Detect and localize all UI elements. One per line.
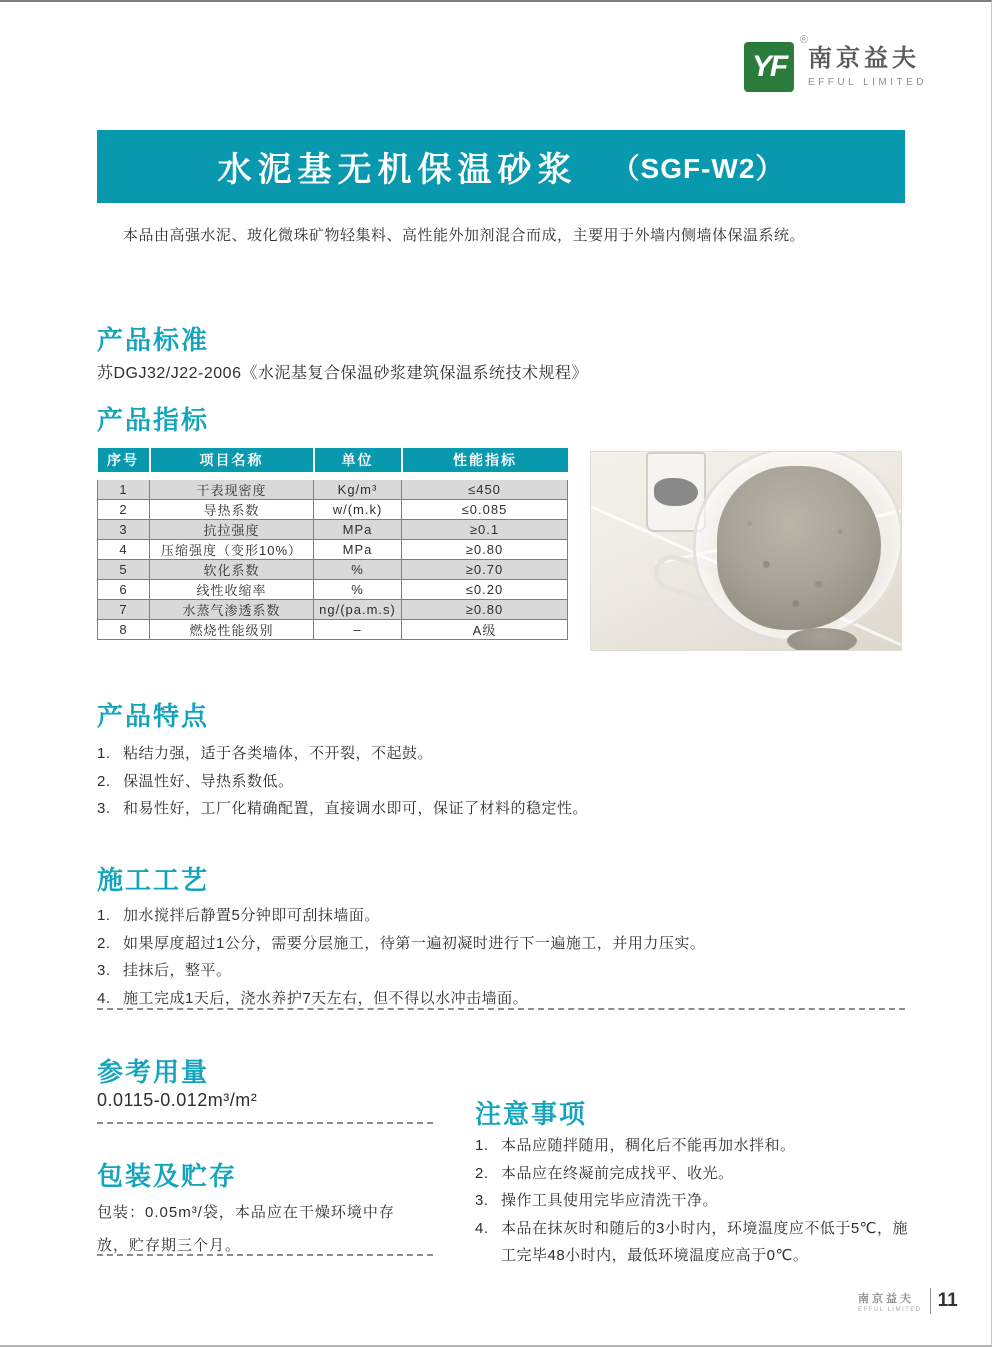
spec-table-row — [98, 600, 568, 620]
list-item-number: 4. — [97, 989, 111, 1007]
list-item — [97, 930, 857, 958]
list-item-number: 2. — [97, 772, 111, 790]
spec-table-header-cell: 单位 — [314, 448, 402, 476]
spec-table-cell: ≤0.085 — [402, 500, 568, 520]
list-item — [475, 1187, 910, 1215]
list-item — [475, 1160, 910, 1188]
spec-table-cell: ≥0.80 — [402, 540, 568, 560]
spec-table-cell: 干表现密度 — [150, 476, 314, 500]
list-item — [97, 795, 817, 823]
page-number: 11 — [937, 1290, 958, 1311]
footer-company-en: EFFUL LIMITED — [858, 1306, 922, 1313]
list-item-text: 操作工具使用完毕应清洗干净。 — [501, 1192, 719, 1209]
spec-table-row — [98, 500, 568, 520]
list-item-number: 2. — [475, 1164, 489, 1182]
list-item — [475, 1132, 910, 1160]
spec-table-cell: ≥0.70 — [402, 560, 568, 580]
company-name-cn: 南京益夫 — [808, 45, 920, 72]
list-item-text: 施工完成1天后，浇水养护7天左右，但不得以水冲击墙面。 — [123, 989, 529, 1007]
section-heading-features: 产品特点 — [97, 701, 210, 731]
product-photo — [590, 451, 902, 651]
spec-table-cell: Kg/m³ — [314, 476, 402, 500]
spec-table-row — [98, 476, 568, 500]
spec-table-header-row — [98, 448, 568, 476]
company-logo — [744, 34, 928, 92]
spec-table-cell: % — [314, 580, 402, 600]
spec-table-cell: 2 — [98, 500, 150, 520]
section-divider — [97, 1008, 905, 1010]
spec-table-wrap — [97, 448, 567, 640]
spec-table-row — [98, 560, 568, 580]
standard-text: 苏DGJ32/J22-2006《水泥基复合保温砂浆建筑保温系统技术规程》 — [97, 365, 588, 382]
spec-table-header-cell: 性能指标 — [402, 448, 568, 476]
section-heading-indicators: 产品指标 — [97, 405, 210, 435]
list-item-number: 2. — [97, 934, 111, 952]
spec-table-cell: MPa — [314, 540, 402, 560]
spec-table-cell: ≤0.20 — [402, 580, 568, 600]
spec-table-row — [98, 580, 568, 600]
list-item-number: 1. — [97, 907, 111, 924]
spec-table-cell: 导热系数 — [150, 500, 314, 520]
spec-table-cell: A级 — [402, 620, 568, 640]
spec-table-cell: 4 — [98, 540, 150, 560]
logo-text — [808, 42, 927, 88]
spec-table-cell: MPa — [314, 520, 402, 540]
list-item-text: 如果厚度超过1公分，需要分层施工，待第一遍初凝时进行下一遍施工，并用力压实。 — [123, 934, 706, 952]
dosage-value: 0.0115-0.012m³/m² — [97, 1090, 258, 1110]
list-item — [475, 1215, 910, 1270]
product-model: （SGF-W2） — [611, 152, 785, 184]
spec-table-cell: ≤450 — [402, 476, 568, 500]
list-item-text: 本品在抹灰时和随后的3小时内，环境温度应不低于5℃，施工完毕48小时内，最低环境温度应高于0℃。 — [501, 1219, 909, 1264]
spec-table-cell: % — [314, 560, 402, 580]
list-item — [97, 740, 817, 768]
spec-table-row — [98, 520, 568, 540]
company-name-en: EFFUL LIMITED — [808, 77, 928, 88]
spec-table-cell: – — [314, 620, 402, 640]
spec-table-cell: 7 — [98, 600, 150, 620]
spec-table-cell: 线性收缩率 — [150, 580, 314, 600]
spec-table-cell: 3 — [98, 520, 150, 540]
product-title: 水泥基无机保温砂浆 — [217, 151, 578, 189]
spec-table-cell: w/(m.k) — [314, 500, 402, 520]
logo-mark-text: YF — [751, 50, 787, 83]
list-item-number: 1. — [475, 1137, 489, 1154]
spec-table-cell: ≥0.80 — [402, 600, 568, 620]
section-heading-packaging: 包装及贮存 — [97, 1161, 238, 1191]
notes-list — [475, 1132, 910, 1270]
registered-trademark-icon: ® — [799, 34, 806, 46]
list-item-number: 4. — [475, 1219, 489, 1237]
list-item-text: 本品应随拌随用，稠化后不能再加水拌和。 — [501, 1137, 796, 1154]
spec-table-cell: 6 — [98, 580, 150, 600]
spec-table-cell: 5 — [98, 560, 150, 580]
list-item — [97, 768, 817, 796]
footer-company — [858, 1290, 922, 1313]
list-item-text: 保温性好、导热系数低。 — [123, 772, 294, 790]
section-heading-standard: 产品标准 — [97, 325, 210, 355]
spec-table-cell: 燃烧性能级别 — [150, 620, 314, 640]
section-divider — [97, 1122, 433, 1124]
footer-divider — [930, 1288, 931, 1314]
spec-table-cell: 1 — [98, 476, 150, 500]
section-heading-notes: 注意事项 — [475, 1099, 588, 1129]
product-title-banner — [97, 130, 905, 203]
spec-table-cell: ≥0.1 — [402, 520, 568, 540]
section-heading-process: 施工工艺 — [97, 865, 210, 895]
list-item-number: 3. — [475, 1192, 489, 1209]
features-list — [97, 740, 817, 823]
background-object — [654, 478, 698, 506]
packaging-text: 包装：0.05m³/袋，本品应在干燥环境中存放，贮存期三个月。 — [97, 1204, 395, 1254]
spec-table — [97, 448, 568, 640]
section-heading-dosage: 参考用量 — [97, 1057, 210, 1087]
spec-table-row — [98, 620, 568, 640]
list-item-number: 3. — [97, 800, 111, 817]
list-item-text: 挂抹后，整平。 — [123, 962, 232, 979]
section-divider — [97, 1254, 433, 1256]
logo-yf-icon — [744, 34, 806, 92]
list-item-number: 3. — [97, 962, 111, 979]
page-footer — [858, 1288, 958, 1314]
process-list — [97, 902, 857, 1012]
list-item — [97, 957, 857, 985]
list-item-number: 1. — [97, 745, 111, 762]
list-item-text: 本品应在终凝前完成找平、收光。 — [501, 1164, 734, 1182]
spec-table-cell: ng/(pa.m.s) — [314, 600, 402, 620]
spec-table-cell: 抗拉强度 — [150, 520, 314, 540]
spec-table-cell: 8 — [98, 620, 150, 640]
spec-table-header-cell: 项目名称 — [150, 448, 314, 476]
list-item — [97, 902, 857, 930]
spec-table-header-cell: 序号 — [98, 448, 150, 476]
footer-company-cn: 南京益夫 — [858, 1292, 914, 1305]
spec-table-cell: 压缩强度（变形10%） — [150, 540, 314, 560]
list-item-text: 粘结力强，适于各类墙体，不开裂，不起鼓。 — [123, 745, 434, 762]
spec-table-row — [98, 540, 568, 560]
spec-table-cell: 软化系数 — [150, 560, 314, 580]
list-item-text: 和易性好，工厂化精确配置，直接调水即可，保证了材料的稳定性。 — [123, 800, 589, 817]
product-intro: 本品由高强水泥、玻化微珠矿物轻集料、高性能外加剂混合而成，主要用于外墙内侧墙体保温系统。 — [123, 227, 806, 244]
powder-spill — [787, 628, 857, 651]
spec-table-cell: 水蒸气渗透系数 — [150, 600, 314, 620]
list-item-text: 加水搅拌后静置5分钟即可刮抹墙面。 — [123, 907, 380, 924]
